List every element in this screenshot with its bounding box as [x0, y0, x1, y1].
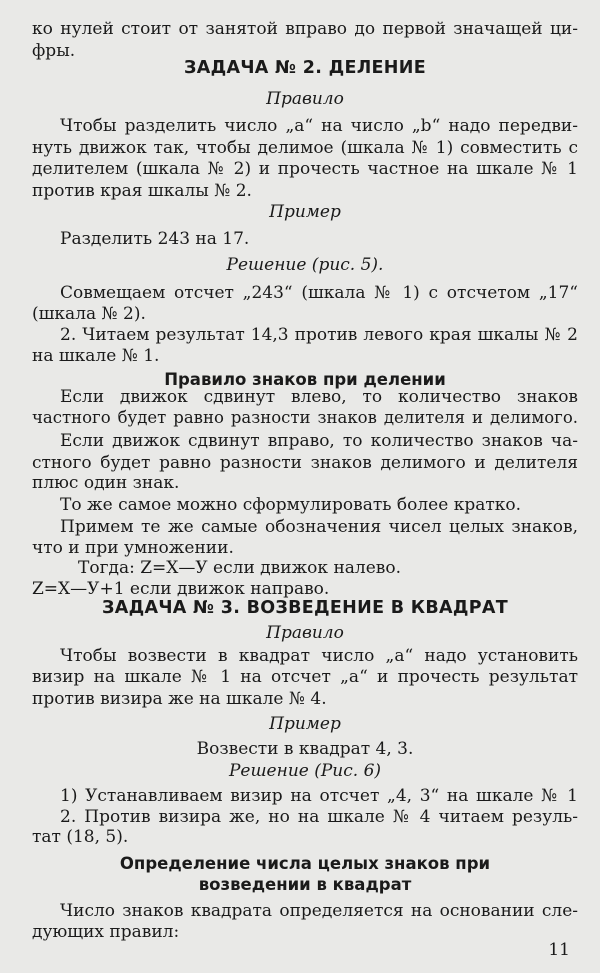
subheading: Пример [269, 714, 341, 734]
text-line: (шкала № 2). [32, 304, 146, 324]
text-line: против края шкалы № 2. [32, 181, 252, 201]
subheading: Правило [266, 623, 344, 643]
text-line: что и при умножении. [32, 538, 234, 558]
text-line: делителем (шкала № 2) и прочесть частное на шкале № 1 [32, 159, 578, 179]
formula-line: Тогда: Z=X—У если движок налево. [78, 558, 401, 578]
text-line: 1) Устанавливаем визир на отсчет „4, 3“ на шкале № 1 [60, 786, 578, 806]
text-line: Разделить 243 на 17. [60, 229, 250, 249]
text-line: визир на шкале № 1 на отсчет „а“ и прочесть результат [32, 667, 578, 687]
formula-line: Z=X—У+1 если движок направо. [32, 579, 330, 599]
text-line: фры. [32, 41, 76, 61]
text-line: Совмещаем отсчет „243“ (шкала № 1) с отсчетом „17“ [60, 283, 578, 303]
text-line: 2. Читаем результат 14,3 против левого края шкалы № 2 [60, 325, 578, 345]
page-number: 11 [548, 940, 570, 960]
text-line: Чтобы возвести в квадрат число „а“ надо установить [60, 646, 578, 666]
section-subheading: Определение числа целых знаков при [119, 854, 491, 873]
text-line: Если движок сдвинут вправо, то количество знаков ча- [60, 431, 578, 451]
subheading: Решение (Рис. 6) [228, 761, 382, 781]
text-line: Если движок сдвинут влево, то количество знаков [60, 387, 578, 407]
section-subheading: Правило знаков при делении [164, 370, 446, 389]
section-heading: ЗАДАЧА № 2. ДЕЛЕНИЕ [184, 58, 426, 78]
text-line: Чтобы разделить число „а“ на число „b“ надо передви- [60, 116, 578, 136]
text-line: на шкале № 1. [32, 346, 160, 366]
text-line: дующих правил: [32, 922, 180, 942]
section-subheading: возведении в квадрат [198, 875, 412, 894]
subheading: Пример [269, 202, 341, 222]
text-line: стного будет равно разности знаков делимого и делителя [32, 453, 578, 473]
text-line: против визира же на шкале № 4. [32, 689, 327, 709]
text-line: Число знаков квадрата определяется на основании сле- [60, 901, 578, 921]
text-line: плюс один знак. [32, 473, 180, 493]
text-line: То же самое можно сформулировать более кратко. [60, 495, 522, 515]
text-line: тат (18, 5). [32, 827, 129, 847]
text-line: Примем те же самые обозначения чисел целых знаков, [60, 517, 578, 537]
text-line: 2. Против визира же, но на шкале № 4 читаем резуль- [60, 807, 578, 827]
text-line: ко нулей стоит от занятой вправо до первой значащей ци- [32, 19, 578, 39]
subheading: Правило [266, 89, 344, 109]
text-line: частного будет равно разности знаков делителя и делимого. [32, 408, 578, 427]
text-line: Возвести в квадрат 4, 3. [196, 739, 414, 759]
subheading: Решение (рис. 5). [226, 255, 384, 275]
section-heading: ЗАДАЧА № 3. ВОЗВЕДЕНИЕ В КВАДРАТ [102, 598, 508, 618]
text-line: нуть движок так, чтобы делимое (шкала № 1) совместить с [32, 138, 578, 158]
